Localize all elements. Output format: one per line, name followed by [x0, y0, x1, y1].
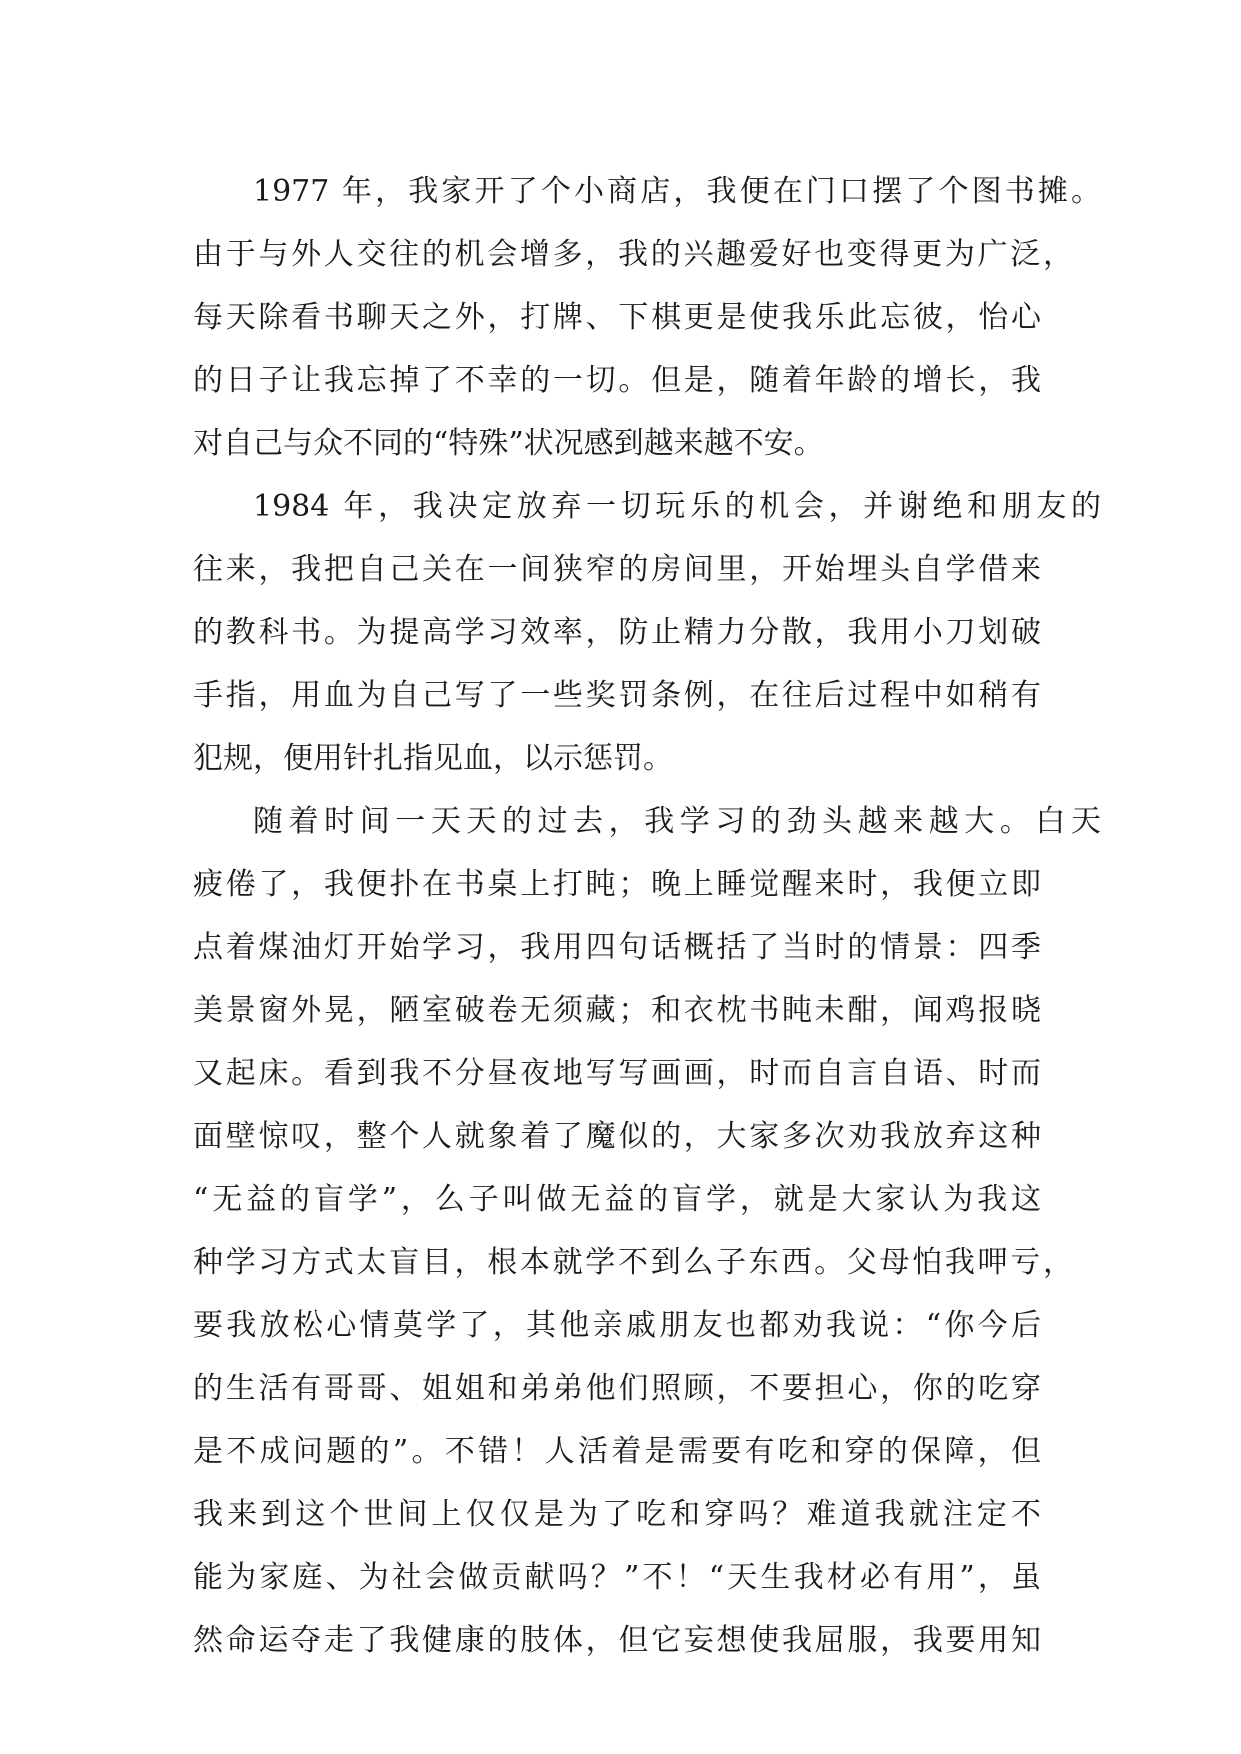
text-line-paragraph-2-end: 犯规，便用针扎指见血，以示惩罚。 — [193, 741, 673, 776]
text-line: 面壁惊叹，整个人就象着了魔似的，大家多次劝我放弃这种 — [193, 1119, 1041, 1154]
text-line: 是不成问题的”。不错！人活着是需要有吃和穿的保障，但 — [193, 1434, 1041, 1469]
text-line: 种学习方式太盲目，根本就学不到么子东西。父母怕我呷亏， — [193, 1245, 1073, 1280]
text-line: 的教科书。为提高学习效率，防止精力分散，我用小刀划破 — [193, 615, 1041, 650]
text-line: 疲倦了，我便扑在书桌上打盹；晚上睡觉醒来时，我便立即 — [193, 867, 1041, 902]
text-line: 由于与外人交往的机会增多，我的兴趣爱好也变得更为广泛， — [193, 237, 1073, 272]
text-line: 美景窗外晃，陋室破卷无须藏；和衣枕书盹未酣，闻鸡报晓 — [193, 993, 1041, 1028]
text-line: 的生活有哥哥、姐姐和弟弟他们照顾，不要担心，你的吃穿 — [193, 1371, 1041, 1406]
text-line: 我来到这个世间上仅仅是为了吃和穿吗？难道我就注定不 — [193, 1497, 1041, 1532]
text-line: 往来，我把自己关在一间狭窄的房间里，开始埋头自学借来 — [193, 552, 1041, 587]
text-line-paragraph-1-end: 对自己与众不同的“特殊”状况感到越来越不安。 — [193, 426, 824, 461]
text-line: 的日子让我忘掉了不幸的一切。但是，随着年龄的增长，我 — [193, 363, 1041, 398]
text-line-paragraph-2-start: 1984 年，我决定放弃一切玩乐的机会，并谢绝和朋友的 — [253, 489, 1101, 524]
text-line: 手指，用血为自己写了一些奖罚条例，在往后过程中如稍有 — [193, 678, 1041, 713]
body-text — [193, 160, 1101, 1672]
text-line: 然命运夺走了我健康的肢体，但它妄想使我屈服，我要用知 — [193, 1623, 1041, 1658]
text-line: 点着煤油灯开始学习，我用四句话概括了当时的情景：四季 — [193, 930, 1041, 965]
text-line: 又起床。看到我不分昼夜地写写画画，时而自言自语、时而 — [193, 1056, 1041, 1091]
text-line: “无益的盲学”，么子叫做无益的盲学，就是大家认为我这 — [193, 1182, 1041, 1217]
text-line-paragraph-3-start: 随着时间一天天的过去，我学习的劲头越来越大。白天 — [253, 804, 1101, 839]
text-line: 能为家庭、为社会做贡献吗？”不！“天生我材必有用”，虽 — [193, 1560, 1041, 1595]
text-line-paragraph-1-start: 1977 年，我家开了个小商店，我便在门口摆了个图书摊。 — [253, 174, 1101, 209]
text-line: 每天除看书聊天之外，打牌、下棋更是使我乐此忘彼，怡心 — [193, 300, 1041, 335]
text-line: 要我放松心情莫学了，其他亲戚朋友也都劝我说：“你今后 — [193, 1308, 1041, 1343]
